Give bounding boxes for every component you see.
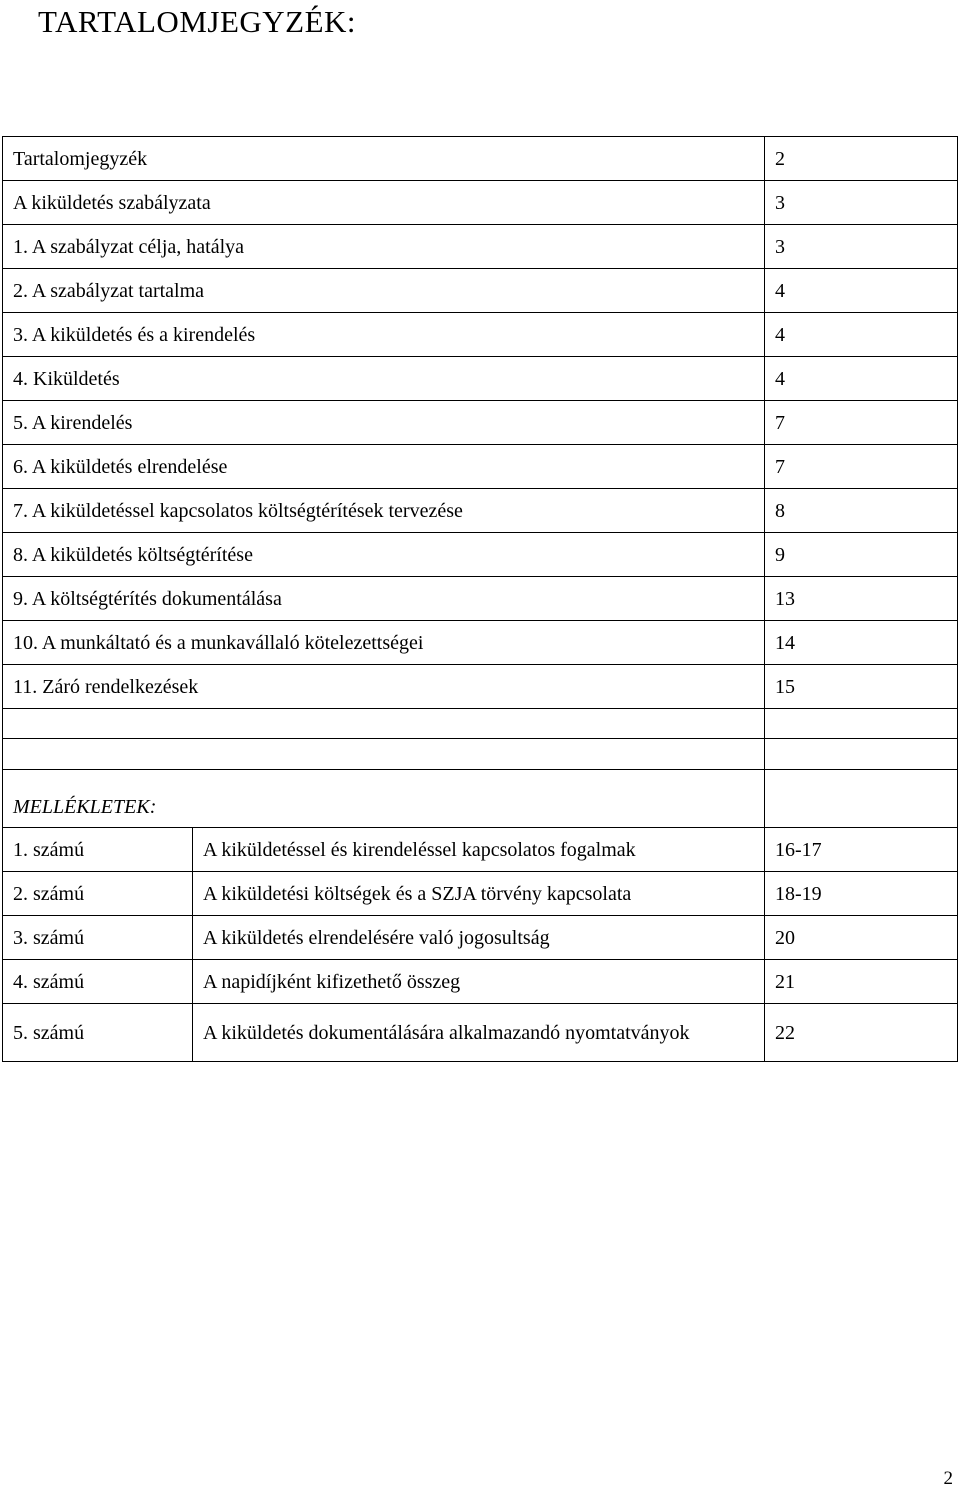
appendix-pages: 16-17	[765, 828, 958, 872]
appendix-number: 3. számú	[3, 916, 193, 960]
toc-entry-page: 14	[765, 621, 958, 665]
toc-row	[3, 577, 958, 621]
toc-entry-label: 10. A munkáltató és a munkavállaló kötelezettségei	[3, 621, 765, 665]
appendix-heading-row	[3, 770, 958, 828]
appendix-pages: 22	[765, 1004, 958, 1062]
appendix-row	[3, 828, 958, 872]
toc-entry-label: 6. A kiküldetés elrendelése	[3, 445, 765, 489]
toc-entry-page: 7	[765, 401, 958, 445]
toc-row	[3, 313, 958, 357]
appendix-number: 4. számú	[3, 960, 193, 1004]
appendix-number: 1. számú	[3, 828, 193, 872]
toc-entry-label: A kiküldetés szabályzata	[3, 181, 765, 225]
appendix-description: A kiküldetési költségek és a SZJA törvény kapcsolata	[193, 872, 765, 916]
appendix-description: A kiküldetés dokumentálására alkalmazandó nyomtatványok	[193, 1004, 765, 1062]
toc-entry-label: 3. A kiküldetés és a kirendelés	[3, 313, 765, 357]
empty-row	[3, 709, 958, 739]
toc-entry-page: 13	[765, 577, 958, 621]
appendix-row	[3, 1004, 958, 1062]
appendix-heading: MELLÉKLETEK:	[3, 770, 765, 828]
toc-entry-label: 11. Záró rendelkezések	[3, 665, 765, 709]
appendix-pages: 21	[765, 960, 958, 1004]
toc-entry-page: 3	[765, 181, 958, 225]
appendix-row	[3, 960, 958, 1004]
toc-entry-label: 7. A kiküldetéssel kapcsolatos költségtérítések tervezése	[3, 489, 765, 533]
empty-cell	[765, 770, 958, 828]
empty-cell	[765, 739, 958, 770]
toc-entry-label: 5. A kirendelés	[3, 401, 765, 445]
toc-row	[3, 445, 958, 489]
toc-entry-page: 4	[765, 269, 958, 313]
toc-row	[3, 533, 958, 577]
toc-row	[3, 489, 958, 533]
appendix-number: 5. számú	[3, 1004, 193, 1062]
toc-entry-label: 8. A kiküldetés költségtérítése	[3, 533, 765, 577]
empty-cell	[3, 739, 765, 770]
toc-row	[3, 269, 958, 313]
toc-entry-page: 9	[765, 533, 958, 577]
empty-cell	[3, 709, 765, 739]
toc-entry-page: 8	[765, 489, 958, 533]
toc-entry-page: 7	[765, 445, 958, 489]
appendix-row	[3, 916, 958, 960]
appendix-pages: 20	[765, 916, 958, 960]
toc-row	[3, 357, 958, 401]
toc-entry-page: 4	[765, 357, 958, 401]
empty-cell	[765, 709, 958, 739]
empty-row	[3, 739, 958, 770]
toc-entry-label: Tartalomjegyzék	[3, 137, 765, 181]
appendix-pages: 18-19	[765, 872, 958, 916]
toc-entry-label: 2. A szabályzat tartalma	[3, 269, 765, 313]
toc-row	[3, 137, 958, 181]
appendix-description: A kiküldetés elrendelésére való jogosultság	[193, 916, 765, 960]
toc-row	[3, 621, 958, 665]
appendix-row	[3, 872, 958, 916]
toc-row	[3, 401, 958, 445]
toc-entry-page: 2	[765, 137, 958, 181]
toc-entry-page: 15	[765, 665, 958, 709]
toc-row	[3, 665, 958, 709]
toc-entry-page: 4	[765, 313, 958, 357]
toc-row	[3, 181, 958, 225]
page-number: 2	[943, 1468, 953, 1489]
toc-table	[2, 136, 958, 1062]
appendix-description: A kiküldetéssel és kirendeléssel kapcsolatos fogalmak	[193, 828, 765, 872]
page-title: TARTALOMJEGYZÉK:	[38, 4, 357, 39]
toc-entry-label: 9. A költségtérítés dokumentálása	[3, 577, 765, 621]
toc-entry-label: 4. Kiküldetés	[3, 357, 765, 401]
appendix-number: 2. számú	[3, 872, 193, 916]
toc-row	[3, 225, 958, 269]
toc-entry-page: 3	[765, 225, 958, 269]
appendix-description: A napidíjként kifizethető összeg	[193, 960, 765, 1004]
toc-entry-label: 1. A szabályzat célja, hatálya	[3, 225, 765, 269]
